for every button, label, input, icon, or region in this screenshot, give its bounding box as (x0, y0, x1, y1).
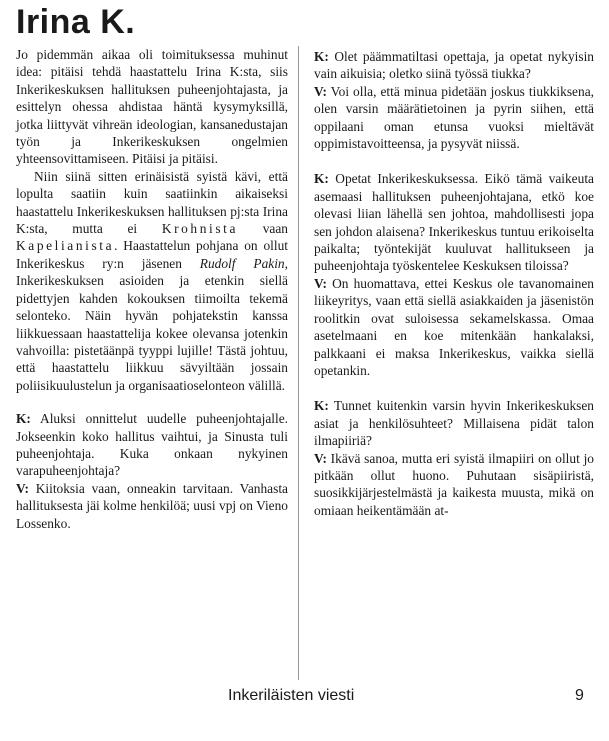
column-divider (298, 46, 299, 680)
question-3 (314, 170, 594, 274)
question-4 (314, 397, 594, 449)
answer-label: V: (314, 83, 327, 99)
publication-name: Inkeriläisten viesti (228, 687, 355, 704)
question-label: K: (314, 398, 329, 414)
person-name: Rudolf Pakin (199, 255, 285, 271)
intro-paragraph: Jo pidemmän aikaa oli toimituksessa muhinut idea: pitäisi tehdä haastattelu Irina K:sta, siis Inkerikeskuksen hallituksen puheenjohtajasta, ja esittelyn ohessa ahdistaa häntä kysymyksillä, jotka liittyvät vihreän ideologian, kansanedustajan työn ja Inkerikeskuksen ongelmien yhteensovittamiseen. Pitäisi ja pitäisi. (16, 47, 288, 167)
right-column (314, 48, 594, 519)
article-title: Irina K. (16, 3, 136, 41)
question-text: Aluksi onnittelut uudelle puheenjohtajalle. Jokseenkin koko hallitus vaihtui, ja Sinusta tuli puheenjohtaja. Kuka onkaan nykyinen varapuheenjohtaja? (16, 411, 288, 479)
answer-text: On huomattava, ettei Keskus ole tavanomainen liikeyritys, vaan että siellä asiakkaiden ja jäsenistön roolitkin ovat suloisessa sekamelskassa. Omaa asetelmaani en koe mitenkään hankalaksi, palkkaani ei maksa Inkerikeskus, vaikka siellä opetankin. (314, 275, 594, 378)
question-1 (16, 410, 288, 480)
answer-4 (314, 450, 594, 520)
answer-label: V: (314, 450, 327, 466)
question-text: Opetat Inkerikeskuksessa. Eikö tämä vaikeuta asemaasi hallituksen puheenjohtajana, etkö koe olevasi liian lähellä sen johtoa, mahdollisesti jopa sen johdon alaisena? Inkerikeskus tuntuu erikoiselta paikalta; työntekijät kuuluvat hallitukseen ja puheenjohtaja työskentelee Keskuksen tiloissa? (314, 171, 594, 274)
background-text-middle: . Haastattelun pohjana on ollut Inkerikeskus ry:n jäsenen (16, 238, 288, 271)
word-vaan: vaan (238, 221, 288, 237)
answer-text: Ikävä sanoa, mutta eri syistä ilmapiiri on ollut jo pitkään ollut huono. Puhutaan sisäpiiristä, suosikkijärjestelmästä ja kaikesta muusta, mikä on omiaan heikentämään at- (314, 450, 594, 518)
answer-text: Kiitoksia vaan, onneakin tarvitaan. Vanhasta hallituksesta jäi kolme henkilöä; uusi vpj on Vieno Lossenko. (16, 480, 288, 531)
spaced-word-krohnista: Krohnista (161, 221, 239, 237)
question-text: Tunnet kuitenkin varsin hyvin Inkerikeskuksen asiat ja henkilösuhteet? Millaisena pidät talon ilmapiiriä? (314, 398, 594, 449)
answer-text: Voi olla, että minua pidetään joskus tiukkiksena, olen varsin määrätietoinen ja pyrin siihen, että oppilaani oman etunsa vuoksi mieltävät oppimistavoitteensa, ja pysyvät niissä. (314, 83, 594, 152)
background-text-end: , Inkerikeskuksen asioiden ja etenkin siellä pidettyjen kahden kokouksen tiimoilta tekemä selonteko. Näin hyvän pohjatekstin kanssa liikkuessaan haastattelija kokee olevansa jotenkin vahvoilla: pistetäänpä tyyppi lujille! Tästä johtuu, että haastattelu liikkuu sävyiltään jossain poliisikuulustelun ja organisaatioselonteon välillä. (16, 255, 288, 393)
question-text: Olet päämmatiltasi opettaja, ja opetat nykyisin vain aikuisia; oletko siinä työssä tiukka? (314, 49, 594, 82)
page-footer (0, 683, 609, 713)
answer-1 (16, 480, 288, 532)
page-number: 9 (575, 687, 584, 704)
question-label: K: (16, 411, 31, 427)
answer-2 (314, 83, 594, 153)
question-label: K: (314, 171, 329, 187)
question-label: K: (314, 49, 329, 64)
spaced-word-kapelianista: Kapelianista (16, 238, 115, 254)
left-column (16, 46, 288, 532)
answer-3 (314, 275, 594, 379)
question-2 (314, 48, 594, 83)
background-paragraph (16, 168, 288, 394)
background-text-start: Niin siinä sitten erinäisistä syistä kävi, että lopulta saatiin kuin saatiinkin aikaiseksi haastattelu Inkerikeskuksen hallituksen pj:sta Irina K:sta, mutta ei (16, 168, 288, 237)
answer-label: V: (314, 275, 327, 291)
answer-label: V: (16, 480, 29, 496)
